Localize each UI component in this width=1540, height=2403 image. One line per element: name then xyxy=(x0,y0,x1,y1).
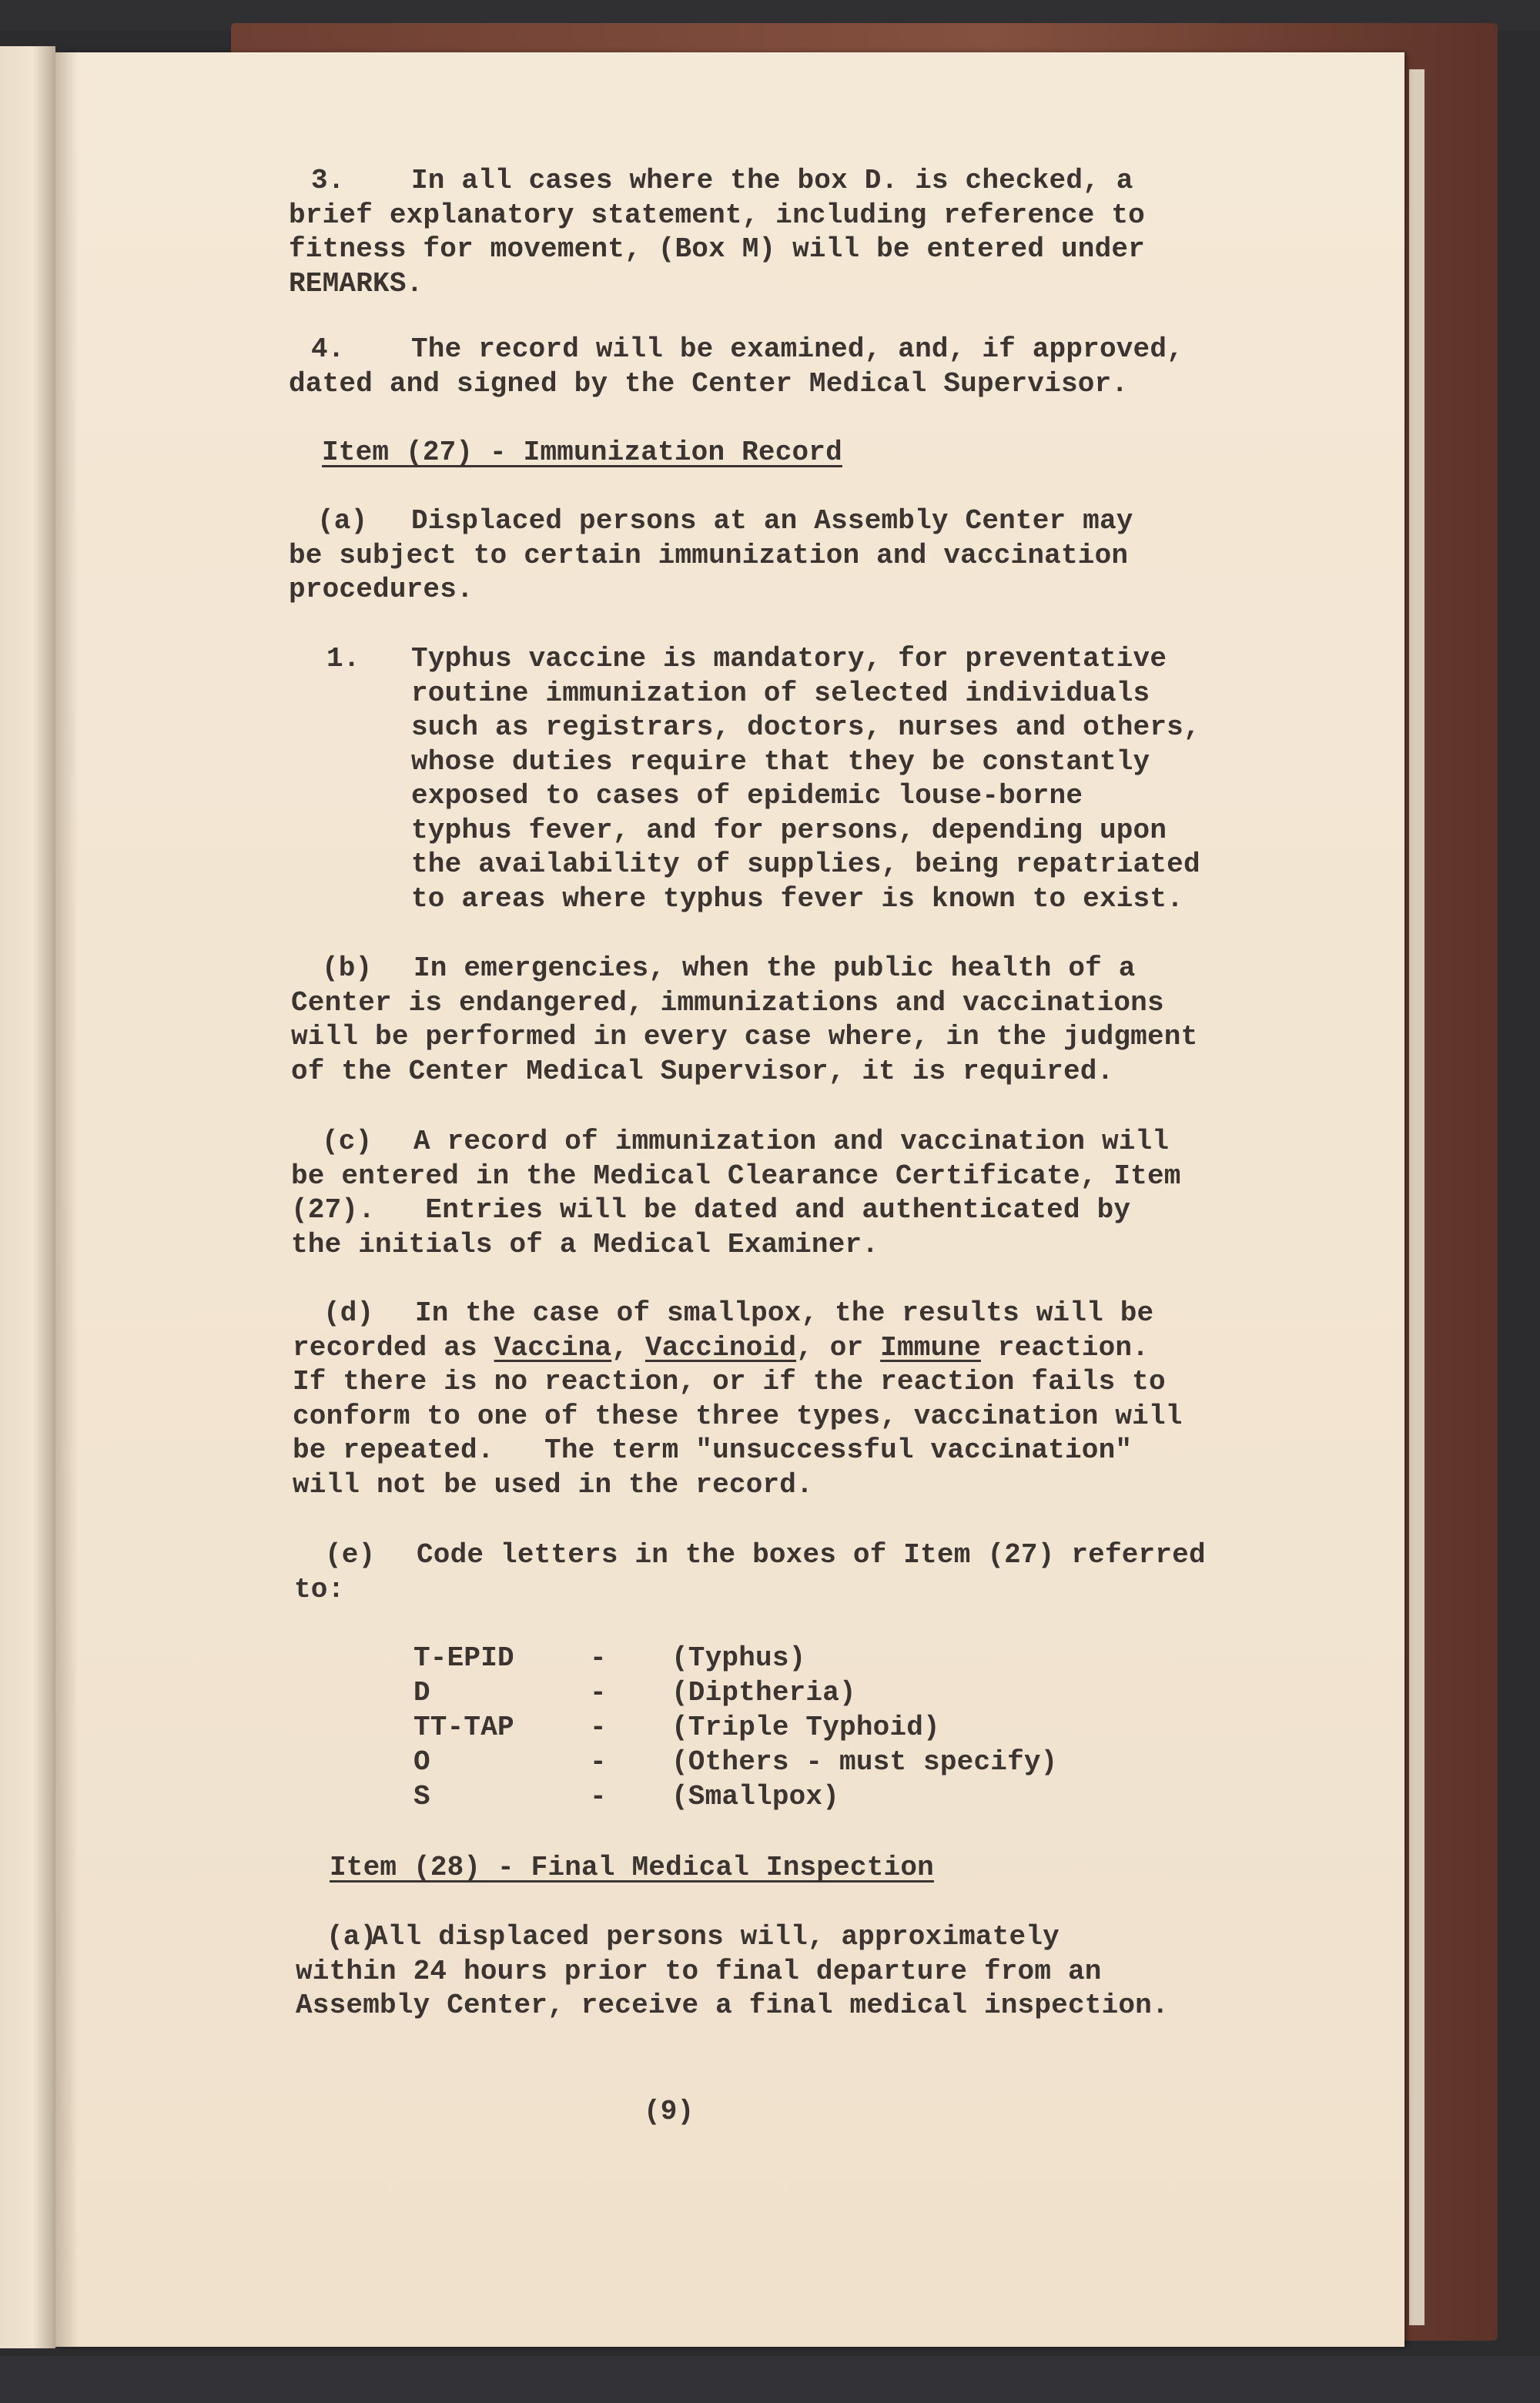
line-text: In the case of smallpox, the results will be xyxy=(415,1297,1154,1329)
paragraph-label: 4. xyxy=(311,333,345,365)
text-segment: , or xyxy=(796,1331,881,1364)
code-description: (Others - must specify) xyxy=(671,1746,1058,1778)
paragraph-label: (b) xyxy=(322,952,373,984)
line-text xyxy=(293,1331,1149,1366)
section-heading-item-28: Item (28) - Final Medical Inspection xyxy=(330,1852,934,1883)
code-row xyxy=(0,1745,1540,1780)
text-segment: recorded as xyxy=(293,1331,494,1364)
line-text: conform to one of these three types, vaccination will xyxy=(293,1400,1183,1432)
code-letter: T-EPID xyxy=(413,1642,514,1674)
line-text: All displaced persons will, approximately xyxy=(371,1921,1060,1953)
paragraph-label: (c) xyxy=(322,1126,373,1157)
line-text: A record of immunization and vaccination will xyxy=(413,1126,1170,1157)
line-text: If there is no reaction, or if the reaction fails to xyxy=(293,1366,1166,1397)
underlined-term: Immune xyxy=(880,1331,981,1364)
code-row xyxy=(0,1676,1540,1711)
line-text: be entered in the Medical Clearance Certificate, Item xyxy=(291,1160,1181,1192)
line-text: Center is endangered, immunizations and vaccinations xyxy=(291,986,1164,1019)
code-description: (Smallpox) xyxy=(671,1781,840,1812)
line-text: Code letters in the boxes of Item (27) referred xyxy=(417,1539,1206,1571)
line-text: typhus fever, and for persons, depending upon xyxy=(411,814,1167,846)
line-text: to: xyxy=(294,1573,345,1605)
line-text: brief explanatory statement, including reference to xyxy=(289,199,1145,231)
line-text: the initials of a Medical Examiner. xyxy=(291,1228,879,1260)
line-text: (27). Entries will be dated and authenticated by xyxy=(291,1194,1131,1226)
paragraph-label: 3. xyxy=(311,165,345,196)
code-description: (Triple Typhoid) xyxy=(671,1712,940,1743)
section-heading-item-27: Item (27) - Immunization Record xyxy=(322,437,842,468)
code-row xyxy=(0,1780,1540,1815)
line-text: such as registrars, doctors, nurses and others, xyxy=(411,711,1200,743)
code-row xyxy=(0,1711,1540,1745)
code-letters-table xyxy=(0,1642,1540,1815)
paragraph xyxy=(322,436,842,470)
line-text: whose duties require that they be constantly xyxy=(411,745,1150,778)
line-text: In emergencies, when the public health of a xyxy=(413,952,1136,984)
line-text: the availability of supplies, being repatriated xyxy=(411,848,1200,880)
line-text: within 24 hours prior to final departure from an xyxy=(296,1955,1102,1987)
paragraph-label: 1. xyxy=(326,643,360,674)
text-segment: reaction. xyxy=(980,1331,1150,1364)
line-text: REMARKS. xyxy=(289,267,424,300)
line-text: The record will be examined, and, if approved, xyxy=(411,333,1183,365)
code-separator: - xyxy=(590,1642,607,1674)
spine-shadow xyxy=(55,52,79,2347)
code-separator: - xyxy=(590,1781,607,1812)
line-text: procedures. xyxy=(289,574,474,605)
background-bottom xyxy=(0,2356,1540,2403)
line-text: of the Center Medical Supervisor, it is required. xyxy=(291,1055,1114,1087)
paragraph-label: (a) xyxy=(317,505,368,537)
code-letter: TT-TAP xyxy=(413,1712,514,1743)
code-description: (Typhus) xyxy=(671,1642,806,1674)
page-number: (9) xyxy=(644,2096,695,2127)
line-text: be repeated. The term "unsuccessful vaccination" xyxy=(293,1434,1133,1466)
code-separator: - xyxy=(590,1712,607,1743)
line-text: will not be used in the record. xyxy=(293,1468,813,1501)
line-text: Assembly Center, receive a final medical inspection. xyxy=(296,1990,1169,2021)
page-edges xyxy=(1409,69,1424,2325)
underlined-term: Vaccinoid xyxy=(644,1331,797,1364)
line-text: Displaced persons at an Assembly Center may xyxy=(411,505,1133,537)
code-letter: O xyxy=(413,1746,430,1778)
code-separator: - xyxy=(590,1746,607,1778)
left-page-edge xyxy=(0,46,55,2348)
code-description: (Diptheria) xyxy=(671,1677,856,1709)
line-text: fitness for movement, (Box M) will be entered under xyxy=(289,233,1145,265)
code-row xyxy=(0,1642,1540,1676)
code-letter: S xyxy=(413,1781,430,1812)
paragraph-label: (d) xyxy=(323,1297,374,1329)
line-text: exposed to cases of epidemic louse-borne xyxy=(411,780,1083,812)
line-text: dated and signed by the Center Medical Supervisor. xyxy=(289,367,1129,400)
paragraph-label: (e) xyxy=(325,1539,376,1571)
code-letter: D xyxy=(413,1677,430,1709)
line-text: In all cases where the box D. is checked, a xyxy=(411,165,1133,196)
line-text: be subject to certain immunization and vaccination xyxy=(289,539,1129,571)
paragraph-label: (a) xyxy=(326,1921,377,1953)
line-text: routine immunization of selected individuals xyxy=(411,677,1150,709)
text-segment: , xyxy=(611,1331,645,1364)
underlined-term: Vaccina xyxy=(494,1331,612,1364)
line-text: to areas where typhus fever is known to exist. xyxy=(411,882,1183,915)
line-text: will be performed in every case where, in the judgment xyxy=(291,1021,1198,1053)
line-text: Typhus vaccine is mandatory, for preventative xyxy=(411,643,1167,674)
code-separator: - xyxy=(590,1677,607,1709)
